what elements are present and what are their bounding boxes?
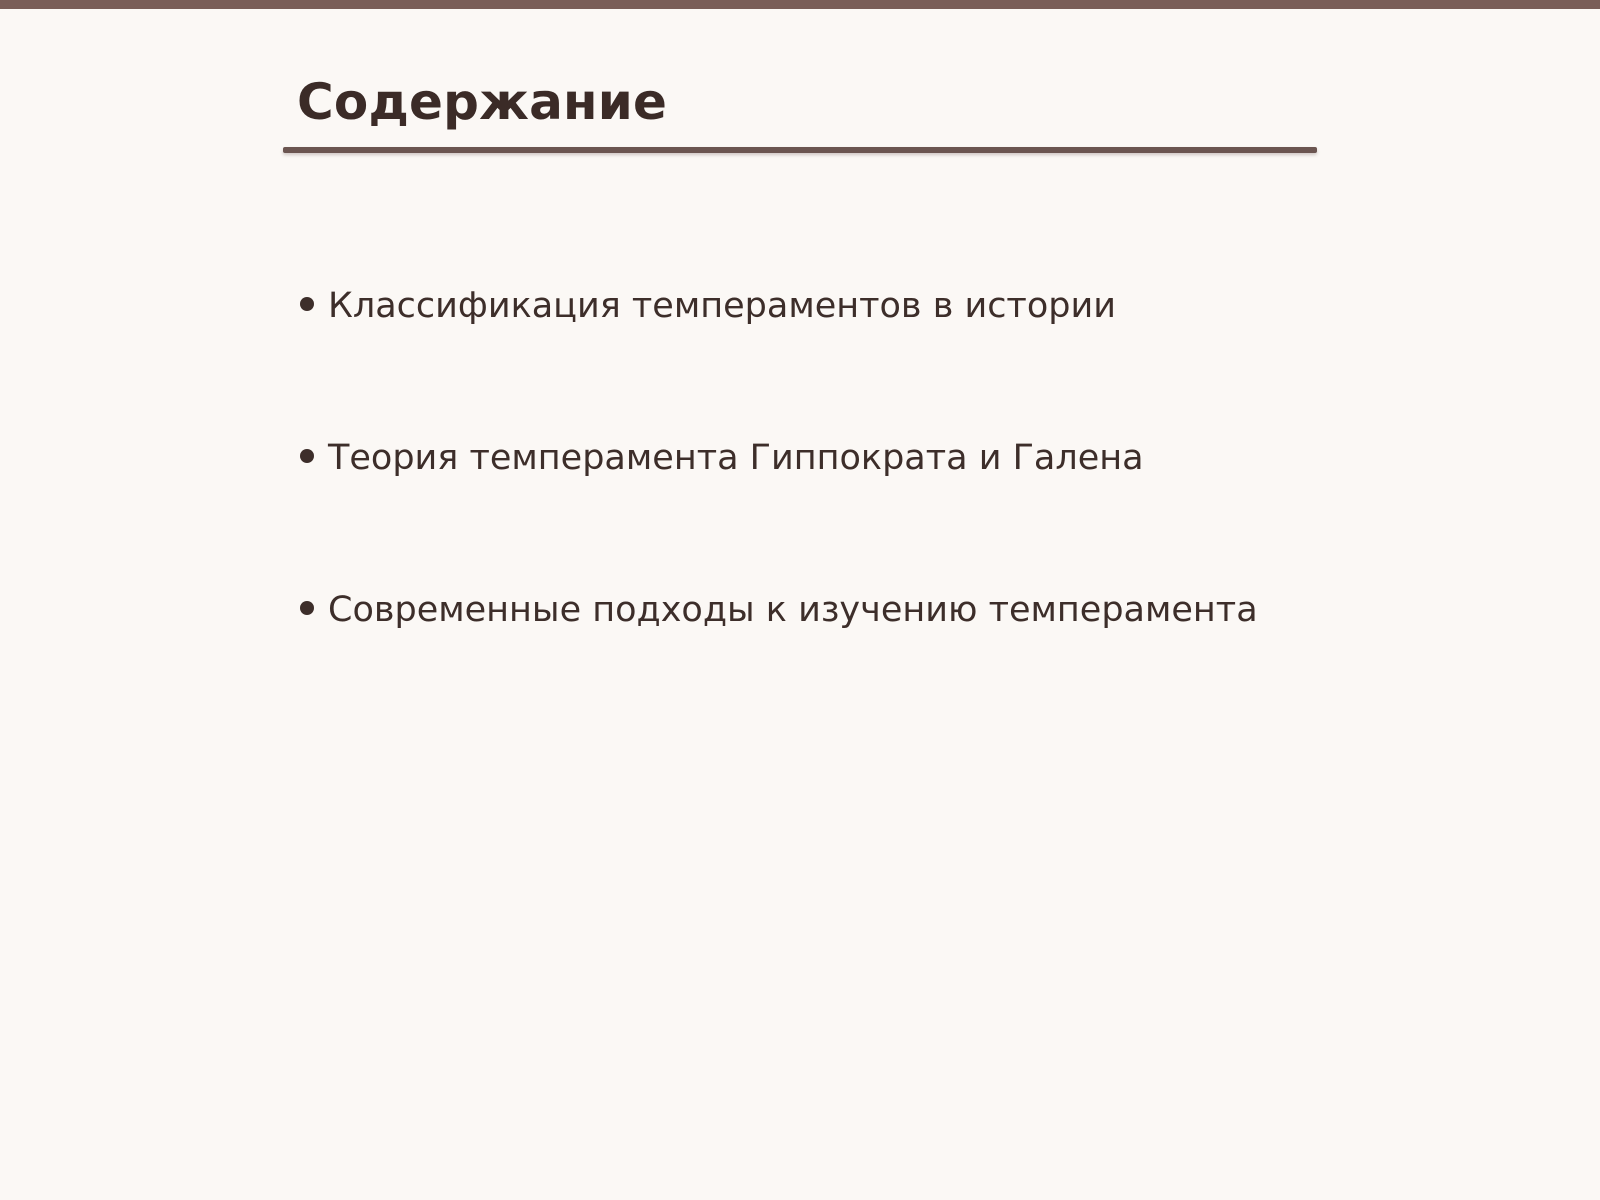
list-item	[300, 588, 1258, 632]
list-item-label: Классификация темпераментов в истории	[328, 286, 1116, 326]
bullet-icon	[300, 601, 314, 615]
top-accent-bar	[0, 0, 1600, 9]
list-item-label: Современные подходы к изучению темперамента	[328, 590, 1258, 630]
list-item	[300, 436, 1144, 480]
list-item	[300, 284, 1116, 328]
bullet-icon	[300, 297, 314, 311]
slide-title: Содержание	[297, 73, 668, 131]
bullet-icon	[300, 449, 314, 463]
title-underline	[283, 147, 1317, 153]
list-item-label: Теория темперамента Гиппократа и Галена	[328, 438, 1144, 478]
